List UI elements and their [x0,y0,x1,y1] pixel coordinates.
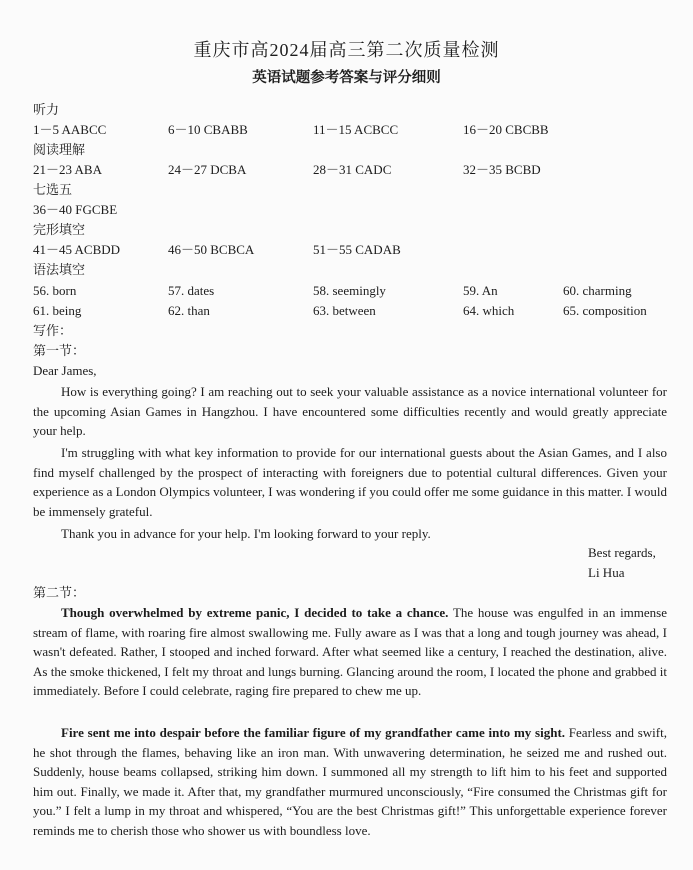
answer-group: 1－5 AABCC [33,122,107,137]
grammar-answer: 57. dates [168,283,215,298]
answer-group: 21－23 ABA [33,162,102,177]
letter-closing: Best regards, [588,545,656,560]
answer-group: 36－40 FGCBE [33,202,118,217]
grammar-answer: 64. which [463,303,515,318]
answer-group: 24－27 DCBA [168,162,247,177]
grammar-heading: 语法填空 [33,262,86,277]
story-lead-sentence: Fire sent me into despair before the familiar figure of my grandfather came into my sight. [61,725,566,740]
grammar-answer: 60. charming [563,283,632,298]
answer-group: 51－55 CADAB [313,242,401,257]
letter-greeting: Dear James, [33,363,97,378]
grammar-answer: 63. between [313,303,376,318]
letter-signature: Li Hua [588,565,625,580]
answer-group: 11－15 ACBCC [313,122,399,137]
section2-heading: 第二节： [33,585,86,600]
grammar-answer: 58. seemingly [313,283,386,298]
answer-group: 41－45 ACBDD [33,242,121,257]
reading-heading: 阅读理解 [33,142,86,157]
exam-title: 重庆市高2024届高三第二次质量检测 [193,40,500,60]
answer-group: 32－35 BCBD [463,162,541,177]
letter-paragraph: I'm struggling with what key information to provide for our international guests about the Asian Games, and I also find myself challenged by the prospect of interacting with foreigners due to potential cultural differences. Given your experience as a London Olympics volunteer, I was wondering if you could offer me some guidance in this matter. I would be immensely grateful. [33,445,667,519]
grammar-answer: 59. An [463,283,498,298]
grammar-answer: 56. born [33,283,77,298]
story-lead-sentence: Though overwhelmed by extreme panic, I decided to take a chance. [61,605,449,620]
answer-key-subtitle: 英语试题参考答案与评分细则 [252,70,441,86]
letter-paragraph: Thank you in advance for your help. I'm looking forward to your reply. [61,526,431,541]
writing-heading: 写作： [33,323,73,338]
grammar-answer: 62. than [168,303,210,318]
story-paragraph [33,603,667,701]
answer-group: 16－20 CBCBB [463,122,549,137]
grammar-answer: 61. being [33,303,82,318]
cloze-heading: 完形填空 [33,222,86,237]
seven-five-heading: 七选五 [33,182,73,197]
story-body: The house was engulfed in an immense stream of flame, with roaring fire almost swallowing me. Fully aware as I was that a long and tough journey was ahead, I wasn't defeated. Rather, I stooped and inched forward. After what seemed like a century, I reached the destination, alive. As the smoke thickened, I felt my throat and lungs burning. Glancing around the room, I located the phone and grabbed it immediately. Before I could celebrate, raging fire prepared to chew me up. [33,605,667,698]
section1-heading: 第一节： [33,343,86,358]
answer-group: 6－10 CBABB [168,122,248,137]
story-paragraph [33,723,667,840]
grammar-answer: 65. composition [563,303,647,318]
story-body: Fearless and swift, he shot through the flames, behaving like an iron man. With unwavering determination, he seized me and rushed out. Suddenly, house beams collapsed, striking him down. I summoned all my strength to lift him to his feet and supported him out. Finally, we made it. After that, my grandfather murmured unconsciously, “Fire consumed the Christmas gift for you.” I felt a lump in my throat and whispered, “You are the best Christmas gift!” This unforgettable experience forever reminds me to cherish those who shower us with boundless love. [33,725,667,838]
letter-paragraph: How is everything going? I am reaching out to seek your valuable assistance as a novice international volunteer for the upcoming Asian Games in Hangzhou. I have encountered some difficulties recently and would greatly appreciate your help. [33,384,667,438]
answer-group: 28－31 CADC [313,162,392,177]
listening-heading: 听力 [33,102,60,117]
answer-group: 46－50 BCBCA [168,242,255,257]
